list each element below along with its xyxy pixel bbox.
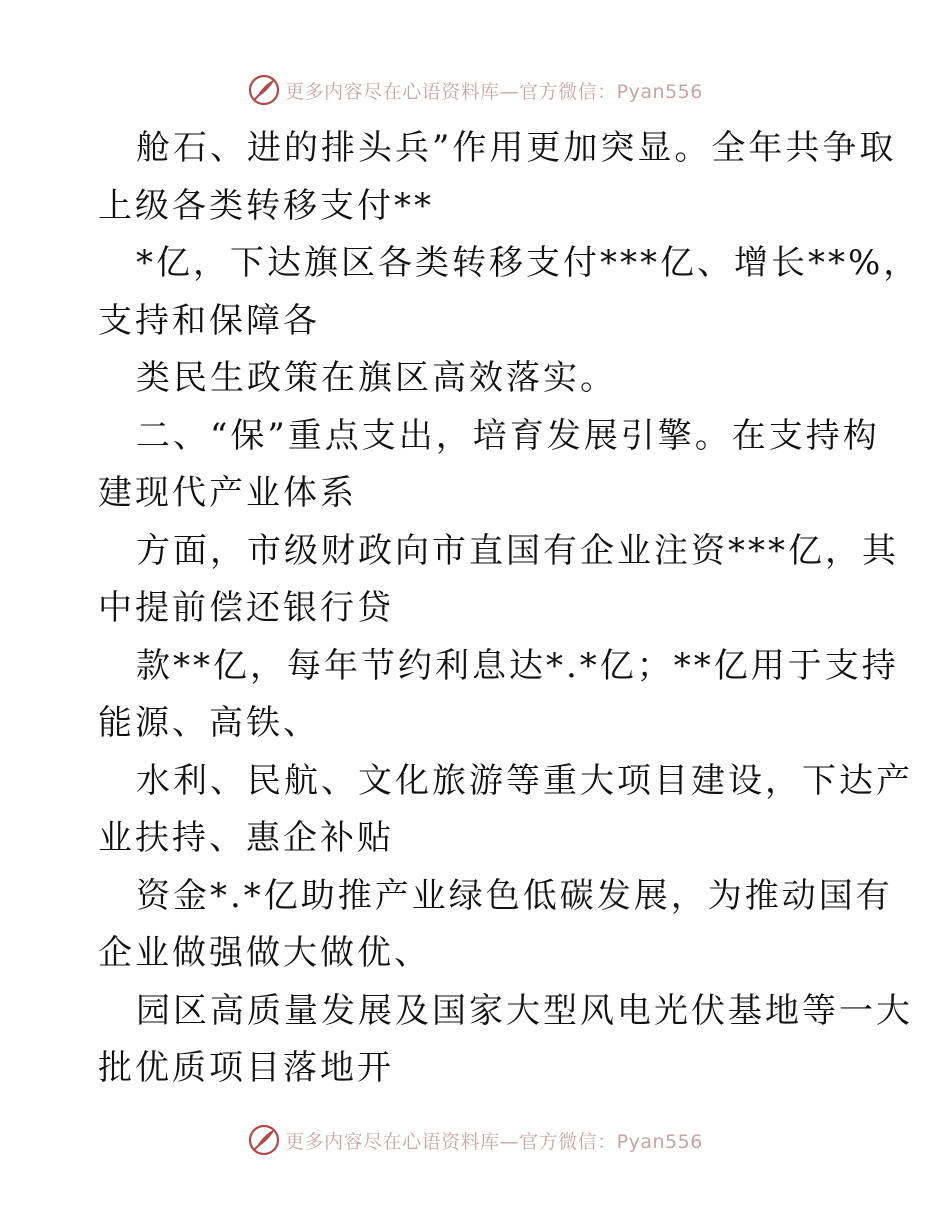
text-line: *亿，下达旗区各类转移支付***亿、增长**%， <box>136 243 921 283</box>
text-line: 资金*.*亿助推产业绿色低碳发展，为推动国有 <box>136 875 893 916</box>
text-line: 业扶持、惠企补贴 <box>98 818 394 858</box>
feather-pen-logo-icon <box>247 1123 281 1157</box>
text-line: 上级各类转移支付** <box>98 185 434 226</box>
text-line: 批优质项目落地开 <box>98 1048 394 1088</box>
text-line: 方面，市级财政向市直国有企业注资***亿，其 <box>136 530 899 571</box>
text-line: 中提前偿还银行贷 <box>98 588 394 628</box>
feather-pen-logo-icon <box>247 73 281 107</box>
text-line: 园区高质量发展及国家大型风电光伏基地等一大 <box>136 990 913 1031</box>
text-line: 类民生政策在旗区高效落实。 <box>136 358 617 398</box>
text-line: 款**亿，每年节约利息达*.*亿；**亿用于支持 <box>136 645 899 686</box>
text-line: 企业做强做大做优、 <box>98 933 431 973</box>
text-line: 二、“保”重点支出，培育发展引擎。在支持构 <box>136 415 880 456</box>
header-watermark <box>0 70 950 110</box>
text-line: 舱石、进的排头兵”作用更加突显。全年共争取 <box>136 128 897 168</box>
footer-watermark <box>0 1120 950 1160</box>
watermark-text: 更多内容尽在心语资料库—官方微信：Pyan556 <box>285 1130 703 1153</box>
text-line: 建现代产业体系 <box>98 473 357 513</box>
text-line: 能源、高铁、 <box>98 703 320 743</box>
text-line: 支持和保障各 <box>98 300 320 341</box>
watermark-text: 更多内容尽在心语资料库—官方微信：Pyan556 <box>285 80 703 103</box>
text-line: 水利、民航、文化旅游等重大项目建设，下达产 <box>136 760 913 801</box>
document-body <box>98 120 921 1098</box>
